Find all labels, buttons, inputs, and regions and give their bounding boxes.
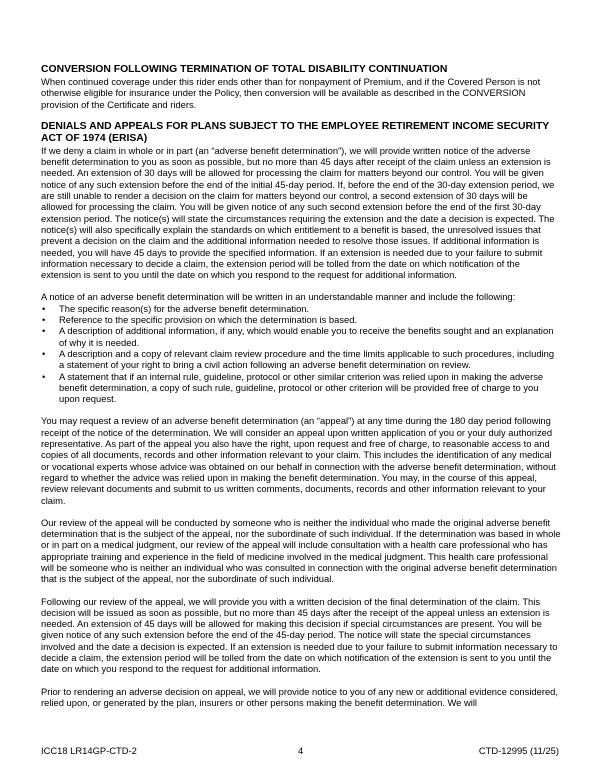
page-number: 4 — [298, 745, 304, 756]
list-item: • A description of additional information, if any, which would enable you to receive the benefits sought and an explanation of why it is needed. — [42, 325, 554, 348]
notice-contents-list — [41, 303, 561, 405]
appeal-reviewer-paragraph: Our review of the appeal will be conducted by someone who is neither the individual who made the original adverse benefit determination that is the subject of the appeal, nor the subordinate of such individual. If the determination was based in whole or in part on a medical judgment, our review of the appeal will include consultation with a health care professional who has appropriate training and experience in the field of medicine involved in the medical judgment. This health care professional will be someone who is neither an individual who was consulted in connection with the original adverse benefit determination that is the subject of the appeal, nor the subordinate of such individual. — [41, 516, 561, 585]
bullet-icon: • — [42, 370, 46, 382]
appeal-request-paragraph: You may request a review of an adverse benefit determination (an “appeal”) at any time during the 180 day period following receipt of the notice of the determination. We will consider an appeal upon written application of you or your duly authorized representative. As part of the appeal you also have the right, upon request and free of charge, to reasonable access to and copies of all documents, records and other information relevant to your claim. This includes the identification of any medical or vocational experts whose advice was obtained on our behalf in connection with the adverse benefit determination, without regard to whether the advice was relied upon in making the benefit determination. You may, in the course of this appeal, review relevant documents and submit to us written comments, documents, records and other information relevant to your claim. — [41, 415, 556, 506]
form-number: ICC18 LR14GP-CTD-2 — [41, 745, 137, 756]
page-footer — [41, 745, 559, 759]
new-evidence-paragraph: Prior to rendering an adverse decision on appeal, we will provide notice to you of any new or additional evidence considered, relied upon, or generated by the plan, insurers or other persons making the benefit determination. We will — [41, 685, 558, 708]
bullet-icon: • — [42, 347, 46, 359]
notice-contents-intro: A notice of an adverse benefit determination will be written in an understandable manner and include the following: — [41, 291, 516, 303]
section-heading-conversion: CONVERSION FOLLOWING TERMINATION OF TOTAL DISABILITY CONTINUATION — [41, 64, 448, 75]
denial-notice-paragraph: If we deny a claim in whole or in part (an “adverse benefit determination”), we will provide written notice of the adverse benefit determination to you as soon as possible, but no more than 45 days after receipt of the claim unless an extension is needed. An extension of 30 days will be allowed for processing the claim for matters beyond our control. You will be given notice of any such extension before the end of the initial 45-day period. If, before the end of the 30-day extension period, we are still unable to render a decision on the claim for matters beyond our control, a second extension of 30 days will be allowed for processing the claim. You will be given notice of any such second extension before the end of the first 30-day extension period. The notice(s) will state the circumstances requiring the extension and the date a decision is expected. The notice(s) will also specifically explain the standards on which entitlement to a benefit is based, the unresolved issues that prevent a decision on the claim and the additional information needed to resolve those issues. If additional information is needed, you will have 45 days to provide the specified information. If an extension is needed due to your failure to submit information necessary to decide a claim, the extension period will be tolled from the date on which notification of the extension is sent to you until the date on which you respond to the request for additional information. — [41, 144, 555, 281]
list-item: • A description and a copy of relevant claim review procedure and the time limits applicable to such procedures, including a statement of your right to bring a civil action following an adverse benefit determination on review. — [42, 347, 555, 371]
document-page — [41, 64, 561, 708]
conversion-paragraph: When continued coverage under this rider ends other than for nonpayment of Premium, and if the Covered Person is not otherwise eligible for insurance under the Policy, then conversion will be available as described in the CONVERSION provision of the Certificate and riders. — [41, 76, 541, 110]
bullet-icon: • — [42, 302, 46, 314]
list-item: • Reference to the specific provision on which the determination is based. — [42, 314, 358, 326]
appeal-decision-paragraph: Following our review of the appeal, we will provide you with a written decision of the final determination of the claim. This decision will be issued as soon as possible, but no more than 45 days after the receipt of the appeal unless an extension is needed. An extension of 45 days will be allowed for making this decision if special circumstances are present. You will be given notice of any such extension before the end of the 45-day period. The notice will state the special circumstances involved and the date a decision is expected. If an extension is needed due to your failure to submit information necessary to decide a claim, the extension period will be tolled from the date on which notification of the extension is sent to you until the date on which you respond to the request for additional information. — [41, 595, 558, 675]
section-heading-denials-appeals: DENIALS AND APPEALS FOR PLANS SUBJECT TO THE EMPLOYEE RETIREMENT INCOME SECURITY ACT OF 1974 (ERISA) — [41, 120, 550, 144]
document-code: CTD-12995 (11/25) — [478, 745, 559, 756]
bullet-icon: • — [42, 314, 46, 326]
list-item: • The specific reason(s) for the adverse benefit determination. — [42, 302, 310, 314]
bullet-icon: • — [42, 325, 46, 337]
list-item: • A statement that if an internal rule, guideline, protocol or other similar criterion was relied upon in making the adverse benefit determination, a copy of such rule, guideline, protocol or other criterion will be provided free of charge to you upon request. — [42, 370, 544, 405]
